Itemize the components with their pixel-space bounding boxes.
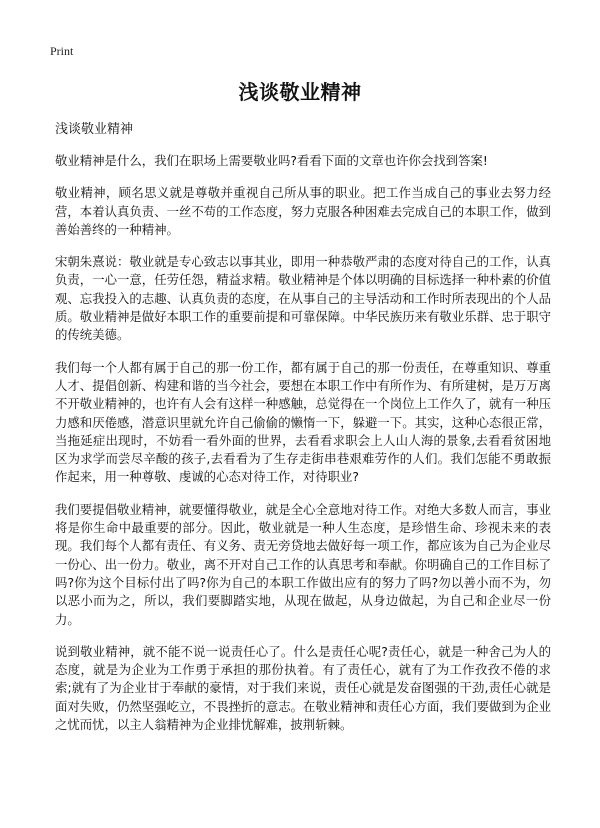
page-title: 浅谈敬业精神: [238, 80, 362, 104]
paragraph-every-person: 我们每一个人都有属于自己的那一份工作，都有属于自己的那一份责任，在尊重知识、尊重人才、提倡创新、构建和谐的当今社会，要想在本职工作中有所作为、有所建树，是万万离不开敬业精神的，也许有人会有这样一种感触，总觉得在一个岗位上工作久了，就有一种压力感和厌倦感，潜意识里就允许自己偷偷的懒惰一下，躲避一下。其实，这种心态很正常，当拖延症出现时，不妨看一看外面的世界，去看看求职会上人山人海的景象,去看看贫困地区为求学而尝尽辛酸的孩子,去看看为了生存走街串巷艰难劳作的人们。我们怎能不勇敢振作起来，用一种尊敬、虔诚的心态对待工作，对待职业?: [55, 359, 551, 485]
paragraph-intro: 敬业精神是什么，我们在职场上需要敬业吗?看看下面的文章也许你会找到答案!: [55, 153, 488, 168]
paragraph-zhuxi-quote: 宋朝朱熹说：敬业就是专心致志以事其业，即用一种恭敬严肃的态度对待自己的工作，认真负责，一心一意，任劳任怨，精益求精。敬业精神是个体以明确的目标选择一种朴素的价值观、忘我投入的志趣、认真负责的态度，在从事自己的主导活动和工作时所表现出的个人品质。敬业精神是做好本职工作的重要前提和可靠保障。中华民族历来有敬业乐群、忠于职守的传统美德。: [55, 254, 551, 343]
paragraph-definition: 敬业精神，顾名思义就是尊敬并重视自己所从事的职业。把工作当成自己的事业去努力经营，本着认真负责、一丝不苟的工作态度，努力克服各种困难去完成自己的本职工作，做到善始善终的一种精神。: [55, 185, 551, 237]
paragraph-promote-dedication: 我们要提倡敬业精神，就要懂得敬业，就是全心全意地对待工作。对绝大多数人而言，事业将是你生命中最重要的部分。因此，敬业就是一种人生态度，是珍惜生命、珍视未来的表现。我们每个人都有责任、有义务、责无旁贷地去做好每一项工作，都应该为自己为企业尽一份心、出一份力。敬业，离不开对自己工作的认真思考和奉献。你明确自己的工作目标了吗?你为这个目标付出了吗?你为自己的本职工作做出应有的努力了吗?勿以善小而不为，勿以恶小而为之，所以，我们要脚踏实地，从现在做起，从身边做起，为自己和企业尽一份力。: [55, 501, 551, 627]
article-body: [55, 120, 551, 748]
print-link[interactable]: Print: [50, 44, 74, 58]
paragraph-responsibility: 说到敬业精神，就不能不说一说责任心了。什么是责任心呢?责任心，就是一种舍己为人的态度，就是为企业为工作勇于承担的那份执着。有了责任心，就有了为工作孜孜不倦的求索;就有了为企业甘于奉献的豪情，对于我们来说，责任心就是发奋图强的干劲,责任心就是面对失败，仍然坚强屹立，不畏挫折的意志。在敬业精神和责任心方面，我们要做到为企业之忧而忧，以主人翁精神为企业排忧解难，披荆斩棘。: [55, 643, 551, 733]
article-subtitle: 浅谈敬业精神: [55, 122, 134, 137]
